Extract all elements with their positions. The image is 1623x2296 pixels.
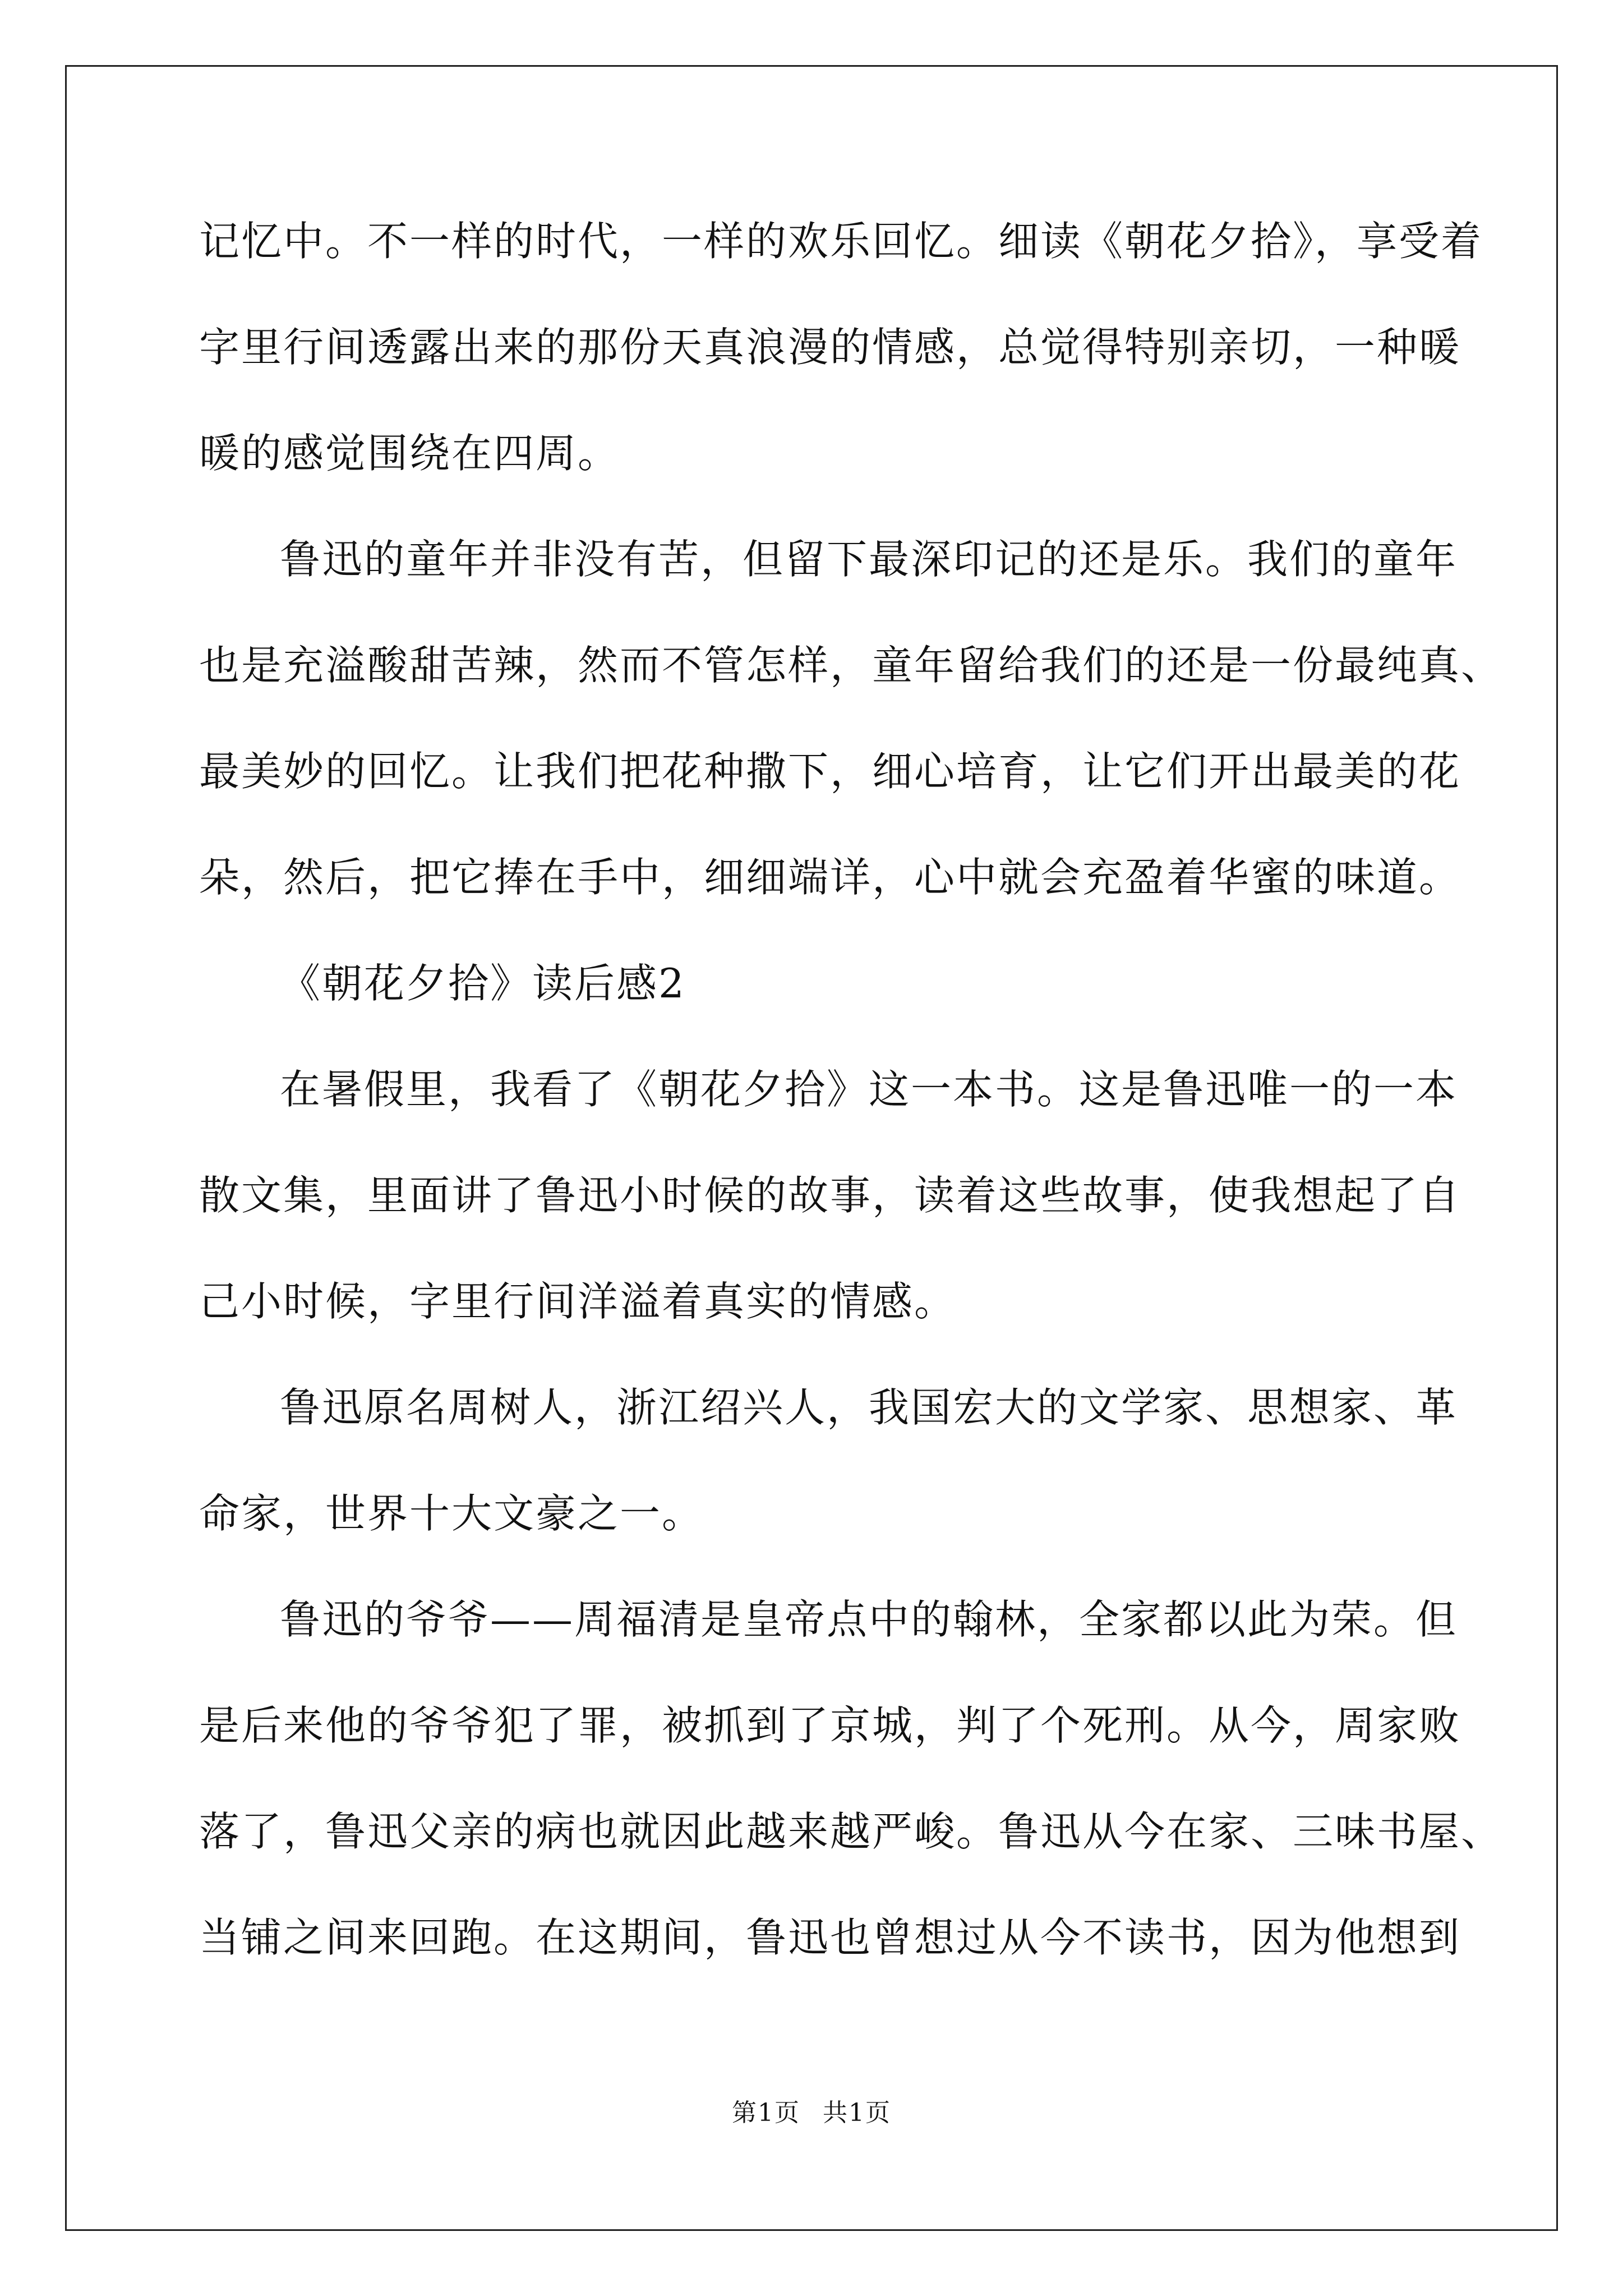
page-total: 共1页 xyxy=(823,2099,891,2127)
text-line: 当铺之间来回跑。在这期间，鲁迅也曾想过从今不读书，因为他想到 xyxy=(199,1914,1461,1961)
text-line: 最美妙的回忆。让我们把花种撒下，细心培育，让它们开出最美的花 xyxy=(199,748,1461,795)
text-line: 朵，然后，把它捧在手中，细细端详，心中就会充盈着华蜜的味道。 xyxy=(199,854,1461,901)
page-number: 第1页 xyxy=(732,2099,800,2127)
section-heading: 《朝花夕拾》读后感2 xyxy=(280,960,686,1007)
text-line: 是后来他的爷爷犯了罪，被抓到了京城，判了个死刑。从今，周家败 xyxy=(199,1702,1461,1749)
text-line: 暖的感觉围绕在四周。 xyxy=(199,430,620,477)
text-line: 落了，鲁迅父亲的病也就因此越来越严峻。鲁迅从今在家、三味书屋、 xyxy=(199,1808,1504,1855)
text-line: 散文集，里面讲了鲁迅小时候的故事，读着这些故事，使我想起了自 xyxy=(199,1172,1461,1219)
page-footer xyxy=(0,2092,1623,2128)
paragraph-first-line: 在暑假里，我看了《朝花夕拾》这一本书。这是鲁迅唯一的一本 xyxy=(280,1066,1458,1113)
paragraph-first-line: 鲁迅的童年并非没有苦，但留下最深印记的还是乐。我们的童年 xyxy=(280,536,1458,583)
text-line: 己小时候，字里行间洋溢着真实的情感。 xyxy=(199,1278,957,1325)
document-body xyxy=(199,202,1504,2004)
paragraph-first-line: 鲁迅的爷爷——周福清是皇帝点中的翰林，全家都以此为荣。但 xyxy=(280,1596,1458,1643)
paragraph-first-line: 鲁迅原名周树人，浙江绍兴人，我国宏大的文学家、思想家、革 xyxy=(280,1384,1458,1431)
text-line: 字里行间透露出来的那份天真浪漫的情感，总觉得特别亲切，一种暖 xyxy=(199,324,1461,371)
text-line: 也是充溢酸甜苦辣，然而不管怎样，童年留给我们的还是一份最纯真、 xyxy=(199,642,1504,689)
text-line: 命家，世界十大文豪之一。 xyxy=(199,1490,704,1537)
text-line: 记忆中。不一样的时代，一样的欢乐回忆。细读《朝花夕拾》，享受着 xyxy=(199,218,1483,265)
